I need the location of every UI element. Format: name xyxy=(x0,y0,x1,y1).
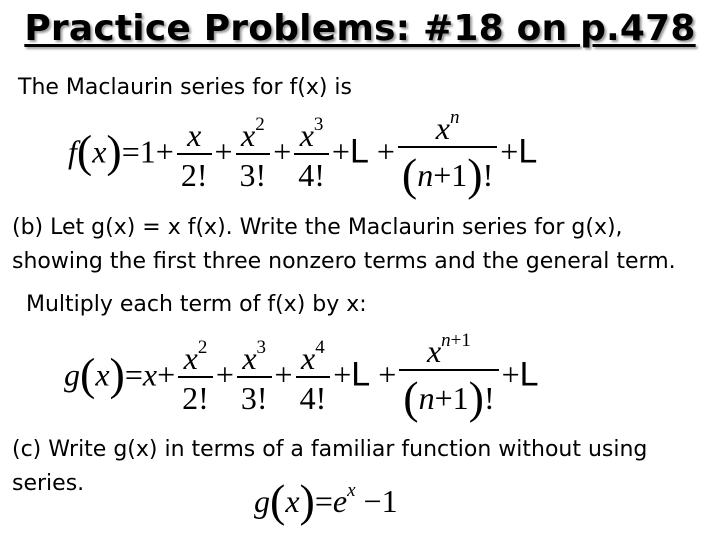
part-c-line2: series. xyxy=(12,471,85,496)
part-b-line2: showing the first three nonzero terms and the general term. xyxy=(12,249,676,274)
page-title: Practice Problems: #18 on p.478 xyxy=(24,8,696,49)
part-b-line1: (b) Let g(x) = x f(x). Write the Maclaurin series for g(x), xyxy=(12,215,623,240)
g-series-equation: g(x)=x+ $\frac{x^2}{2!}$ + $\frac{x^3}{3!}$ + $\frac{x^4}{4!}$ +L + $\frac{x^{n+1}}{(n+1)!}$ +L xyxy=(64,330,539,423)
part-c-line1: (c) Write g(x) in terms of a familiar function without using xyxy=(12,437,648,462)
g-closed-form-equation: $g(x)=e^x -1$ xyxy=(254,475,398,526)
intro-text: The Maclaurin series for f(x) is xyxy=(18,75,352,100)
step-text: Multiply each term of f(x) by x: xyxy=(26,292,367,317)
f-series-equation: f(x)=1+ $\frac{x}{2!}$ + $\frac{x^2}{3!}$ + $\frac{x^3}{4!}$ +L + $\frac{x^n}{(n+1)!}$ +L xyxy=(68,107,538,200)
